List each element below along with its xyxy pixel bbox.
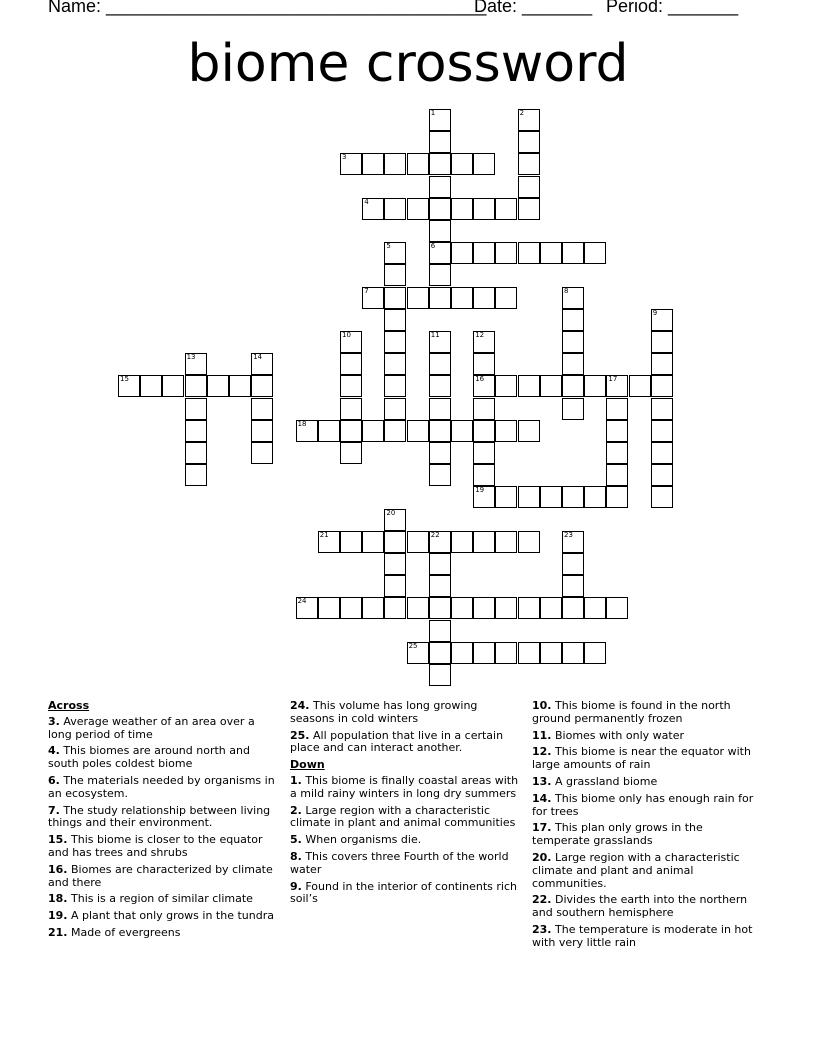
clue-item <box>48 927 278 940</box>
clue-item <box>290 851 520 877</box>
clue-text: Made of evergreens <box>67 925 181 939</box>
grid-cell[interactable] <box>584 597 606 619</box>
clue-item <box>48 805 278 831</box>
grid-cell[interactable] <box>651 309 673 331</box>
grid-cell[interactable] <box>429 287 451 309</box>
grid-cell[interactable] <box>473 198 495 220</box>
grid-cell[interactable] <box>429 353 451 375</box>
clue-number-label: 19. <box>48 909 68 923</box>
grid-cell[interactable] <box>407 153 429 175</box>
clue-number-label: 9. <box>290 879 302 893</box>
grid-cell[interactable] <box>429 331 451 353</box>
grid-cell[interactable] <box>473 153 495 175</box>
clue-number-label: 11. <box>532 728 552 742</box>
grid-cell[interactable] <box>451 531 473 553</box>
grid-cell[interactable] <box>362 597 384 619</box>
clue-number-label: 14. <box>532 791 552 805</box>
grid-cell[interactable] <box>429 575 451 597</box>
clue-section-heading: Across <box>48 699 90 712</box>
date-field: Date: _______ <box>474 0 593 16</box>
clue-text: A plant that only grows in the tundra <box>67 909 274 923</box>
grid-cell[interactable] <box>251 442 273 464</box>
grid-cell[interactable] <box>429 109 451 131</box>
grid-cell[interactable] <box>562 486 584 508</box>
clue-item <box>532 746 762 772</box>
grid-cell[interactable] <box>473 486 495 508</box>
grid-cell[interactable] <box>651 331 673 353</box>
clue-number-label: 18. <box>48 892 68 906</box>
clue-number: 14 <box>253 353 263 362</box>
grid-cell[interactable] <box>340 375 362 397</box>
grid-cell[interactable] <box>540 242 562 264</box>
grid-cell[interactable] <box>384 575 406 597</box>
grid-cell[interactable] <box>562 331 584 353</box>
grid-cell[interactable] <box>318 531 340 553</box>
grid-cell[interactable] <box>429 242 451 264</box>
grid-cell[interactable] <box>473 597 495 619</box>
clue-text: This plan only grows in the temperate grasslands <box>532 821 703 848</box>
clue-number: 8 <box>564 286 569 295</box>
grid-cell[interactable] <box>429 220 451 242</box>
grid-cell[interactable] <box>518 198 540 220</box>
clue-number: 2 <box>519 109 525 117</box>
grid-cell[interactable] <box>318 597 340 619</box>
grid-cell[interactable] <box>340 353 362 375</box>
grid-cell[interactable] <box>362 420 384 442</box>
clue-item <box>532 822 762 848</box>
clue-number-label: 17. <box>532 821 552 835</box>
clue-number-label: 4. <box>48 744 60 758</box>
clue-text: Large region with a characteristic climate in plant and animal communities <box>290 803 516 830</box>
grid-cell[interactable] <box>495 642 517 664</box>
clue-item <box>290 881 520 907</box>
grid-cell[interactable] <box>540 375 562 397</box>
grid-cell[interactable] <box>251 420 273 442</box>
grid-cell[interactable] <box>451 597 473 619</box>
grid-cell[interactable] <box>495 375 517 397</box>
clue-item <box>290 700 520 726</box>
grid-cell[interactable] <box>384 531 406 553</box>
grid-cell[interactable] <box>384 331 406 353</box>
grid-cell[interactable] <box>429 642 451 664</box>
clue-number: 19 <box>475 486 485 495</box>
grid-cell[interactable] <box>185 398 207 420</box>
clue-number: 17 <box>608 375 618 384</box>
grid-cell[interactable] <box>162 375 184 397</box>
clue-text: All population that live in a certain place and can interact another. <box>290 728 504 755</box>
grid-cell[interactable] <box>495 531 517 553</box>
grid-cell[interactable] <box>429 398 451 420</box>
clue-number: 7 <box>364 286 369 295</box>
grid-cell[interactable] <box>185 464 207 486</box>
clue-number: 15 <box>120 375 129 384</box>
clue-number-label: 20. <box>532 850 552 864</box>
grid-cell[interactable] <box>651 442 673 464</box>
grid-cell[interactable] <box>518 531 540 553</box>
grid-cell[interactable] <box>606 398 628 420</box>
clue-number: 23 <box>564 530 573 539</box>
grid-cell[interactable] <box>473 531 495 553</box>
clue-number: 3 <box>342 153 347 162</box>
clue-number-label: 3. <box>48 714 60 728</box>
grid-cell[interactable] <box>407 198 429 220</box>
grid-cell[interactable] <box>429 597 451 619</box>
grid-cell[interactable] <box>340 442 362 464</box>
clue-item <box>48 893 278 906</box>
grid-cell[interactable] <box>451 242 473 264</box>
clue-text: This biome is near the equator with large amounts of rain <box>532 745 751 772</box>
clue-text: This biomes are around north and south poles coldest biome <box>48 744 250 771</box>
grid-cell[interactable] <box>518 176 540 198</box>
grid-cell[interactable] <box>229 375 251 397</box>
clue-number-label: 12. <box>532 745 552 759</box>
grid-cell[interactable] <box>451 642 473 664</box>
grid-cell[interactable] <box>318 420 340 442</box>
grid-cell[interactable] <box>384 597 406 619</box>
grid-cell[interactable] <box>651 353 673 375</box>
grid-cell[interactable] <box>562 287 584 309</box>
clue-column-1 <box>48 700 278 944</box>
clue-number-label: 1. <box>290 773 302 787</box>
grid-cell[interactable] <box>407 597 429 619</box>
grid-cell[interactable] <box>651 420 673 442</box>
clue-number: 10 <box>342 331 351 339</box>
clue-text: Average weather of an area over a long period of time <box>48 714 255 741</box>
clue-text: The temperature is moderate in hot with very little rain <box>532 922 753 949</box>
clue-text: Divides the earth into the northern and southern hemisphere <box>532 893 748 920</box>
grid-cell[interactable] <box>473 242 495 264</box>
grid-cell[interactable] <box>429 264 451 286</box>
grid-cell[interactable] <box>407 420 429 442</box>
clue-number-label: 7. <box>48 803 60 817</box>
grid-cell[interactable] <box>384 287 406 309</box>
clue-item <box>532 700 762 726</box>
grid-cell[interactable] <box>296 420 318 442</box>
clue-section-heading: Down <box>290 758 325 772</box>
grid-cell[interactable] <box>518 109 540 131</box>
grid-cell[interactable] <box>584 642 606 664</box>
clue-column-2 <box>290 700 520 910</box>
clue-item <box>48 864 278 890</box>
clue-item <box>532 793 762 819</box>
grid-cell[interactable] <box>473 353 495 375</box>
grid-cell[interactable] <box>429 153 451 175</box>
clue-number: 4 <box>364 197 369 206</box>
grid-cell[interactable] <box>384 375 406 397</box>
grid-cell[interactable] <box>384 242 406 264</box>
grid-cell[interactable] <box>473 375 495 397</box>
grid-cell[interactable] <box>429 131 451 153</box>
grid-cell[interactable] <box>362 198 384 220</box>
grid-cell[interactable] <box>562 597 584 619</box>
grid-cell[interactable] <box>540 597 562 619</box>
grid-cell[interactable] <box>340 398 362 420</box>
grid-cell[interactable] <box>140 375 162 397</box>
grid-cell[interactable] <box>473 398 495 420</box>
grid-cell[interactable] <box>451 420 473 442</box>
grid-cell[interactable] <box>185 353 207 375</box>
grid-cell[interactable] <box>384 509 406 531</box>
clue-number-label: 24. <box>290 699 310 712</box>
grid-cell[interactable] <box>518 375 540 397</box>
grid-cell[interactable] <box>407 642 429 664</box>
grid-cell[interactable] <box>540 642 562 664</box>
clue-number: 20 <box>386 508 396 517</box>
grid-cell[interactable] <box>629 375 651 397</box>
grid-cell[interactable] <box>429 375 451 397</box>
grid-cell[interactable] <box>495 242 517 264</box>
clue-text: This biome only has enough rain for for trees <box>532 791 754 818</box>
grid-cell[interactable] <box>495 420 517 442</box>
clue-text: The study relationship between living things and their environment. <box>48 803 271 830</box>
clue-number: 18 <box>297 419 307 428</box>
grid-cell[interactable] <box>562 375 584 397</box>
clue-column-3 <box>532 700 762 954</box>
grid-cell[interactable] <box>518 642 540 664</box>
clue-text: The materials needed by organisms in an ecosystem. <box>48 773 275 800</box>
grid-cell[interactable] <box>451 153 473 175</box>
clue-number-label: 10. <box>532 699 552 712</box>
grid-cell[interactable] <box>429 620 451 642</box>
grid-cell[interactable] <box>473 464 495 486</box>
grid-cell[interactable] <box>185 420 207 442</box>
clue-item <box>290 805 520 831</box>
grid-cell[interactable] <box>384 153 406 175</box>
clue-number: 12 <box>475 331 485 339</box>
clue-text: This biome is closer to the equator and has trees and shrubs <box>48 833 263 859</box>
clue-number-label: 8. <box>290 849 302 863</box>
grid-cell[interactable] <box>473 331 495 353</box>
grid-cell[interactable] <box>473 442 495 464</box>
grid-cell[interactable] <box>606 420 628 442</box>
clue-number-label: 15. <box>48 833 68 847</box>
clue-text: Biomes with only water <box>551 728 684 742</box>
clue-number-label: 13. <box>532 774 552 788</box>
clue-text: This biome is found in the north ground permanently frozen <box>532 699 731 725</box>
grid-cell[interactable] <box>296 597 318 619</box>
grid-cell[interactable] <box>651 464 673 486</box>
name-field: Name: ______________________________________ <box>48 0 487 16</box>
clue-text: Large region with a characteristic climate and plant and animal communities. <box>532 850 740 890</box>
grid-cell[interactable] <box>606 486 628 508</box>
grid-cell[interactable] <box>518 242 540 264</box>
grid-cell[interactable] <box>340 420 362 442</box>
grid-cell[interactable] <box>651 486 673 508</box>
clue-number: 5 <box>386 242 391 251</box>
grid-cell[interactable] <box>518 486 540 508</box>
clue-item <box>532 924 762 950</box>
grid-cell[interactable] <box>651 398 673 420</box>
clue-item <box>532 776 762 789</box>
grid-cell[interactable] <box>473 420 495 442</box>
grid-cell[interactable] <box>451 287 473 309</box>
clue-number-label: 2. <box>290 803 302 817</box>
clue-number: 9 <box>652 308 658 317</box>
grid-cell[interactable] <box>562 642 584 664</box>
grid-cell[interactable] <box>384 398 406 420</box>
grid-cell[interactable] <box>562 398 584 420</box>
grid-cell[interactable] <box>340 153 362 175</box>
grid-cell[interactable] <box>429 176 451 198</box>
grid-cell[interactable] <box>606 464 628 486</box>
grid-cell[interactable] <box>584 486 606 508</box>
clue-text: This is a region of similar climate <box>67 892 253 906</box>
clue-text: When organisms die. <box>301 833 422 847</box>
grid-cell[interactable] <box>518 420 540 442</box>
clue-item <box>48 716 278 742</box>
page-title: biome crossword <box>187 34 629 94</box>
grid-cell[interactable] <box>562 553 584 575</box>
grid-cell[interactable] <box>340 331 362 353</box>
clue-text: This volume has long growing seasons in cold winters <box>290 699 478 725</box>
clue-number: 21 <box>319 530 329 539</box>
grid-cell[interactable] <box>473 642 495 664</box>
clue-number-label: 25. <box>290 728 310 742</box>
grid-cell[interactable] <box>429 664 451 686</box>
grid-cell[interactable] <box>429 420 451 442</box>
grid-cell[interactable] <box>362 153 384 175</box>
clue-item <box>532 852 762 890</box>
grid-cell[interactable] <box>340 531 362 553</box>
clue-number-label: 21. <box>48 925 68 939</box>
clue-number: 25 <box>408 641 418 650</box>
grid-cell[interactable] <box>518 131 540 153</box>
clue-number: 1 <box>430 109 436 117</box>
grid-cell[interactable] <box>540 486 562 508</box>
grid-cell[interactable] <box>251 375 273 397</box>
clue-item <box>532 730 762 743</box>
grid-cell[interactable] <box>251 398 273 420</box>
clue-item <box>290 834 520 847</box>
grid-cell[interactable] <box>518 597 540 619</box>
clue-item <box>290 730 520 756</box>
grid-cell[interactable] <box>429 464 451 486</box>
grid-cell[interactable] <box>362 531 384 553</box>
clue-number: 6 <box>430 242 436 251</box>
grid-cell[interactable] <box>495 198 517 220</box>
grid-cell[interactable] <box>495 597 517 619</box>
grid-cell[interactable] <box>495 486 517 508</box>
grid-cell[interactable] <box>407 287 429 309</box>
grid-cell[interactable] <box>362 287 384 309</box>
grid-cell[interactable] <box>495 287 517 309</box>
clue-number: 22 <box>430 530 440 539</box>
grid-cell[interactable] <box>562 531 584 553</box>
grid-cell[interactable] <box>562 575 584 597</box>
grid-cell[interactable] <box>562 242 584 264</box>
grid-cell[interactable] <box>384 553 406 575</box>
grid-cell[interactable] <box>429 531 451 553</box>
grid-cell[interactable] <box>185 442 207 464</box>
grid-cell[interactable] <box>562 309 584 331</box>
grid-cell[interactable] <box>429 442 451 464</box>
grid-cell[interactable] <box>562 353 584 375</box>
clue-number: 24 <box>297 597 307 606</box>
clue-item <box>48 910 278 923</box>
grid-cell[interactable] <box>584 375 606 397</box>
clue-text: Biomes are characterized by climate and there <box>48 862 273 889</box>
clue-number-label: 23. <box>532 922 552 936</box>
clue-item <box>532 894 762 920</box>
grid-cell[interactable] <box>340 597 362 619</box>
grid-cell[interactable] <box>606 375 628 397</box>
grid-cell[interactable] <box>606 442 628 464</box>
grid-cell[interactable] <box>185 375 207 397</box>
grid-cell[interactable] <box>384 420 406 442</box>
clue-text: This biome is finally coastal areas with a mild rainy winters in long dry summers <box>290 773 519 800</box>
grid-cell[interactable] <box>118 375 140 397</box>
clue-text: This covers three Fourth of the world water <box>290 849 509 876</box>
grid-cell[interactable] <box>606 597 628 619</box>
clue-number-label: 6. <box>48 773 60 787</box>
period-field: Period: _______ <box>606 0 739 16</box>
grid-cell[interactable] <box>429 198 451 220</box>
clue-text: Found in the interior of continents rich soil’s <box>290 879 518 906</box>
clue-item <box>48 834 278 860</box>
clue-number-label: 22. <box>532 893 552 907</box>
clue-number-label: 5. <box>290 833 302 847</box>
grid-cell[interactable] <box>384 198 406 220</box>
clue-number: 11 <box>430 331 440 339</box>
clue-number: 13 <box>186 353 196 362</box>
grid-cell[interactable] <box>384 309 406 331</box>
grid-cell[interactable] <box>207 375 229 397</box>
clue-item <box>290 775 520 801</box>
grid-cell[interactable] <box>473 287 495 309</box>
clue-item <box>48 745 278 771</box>
clue-item <box>48 775 278 801</box>
grid-cell[interactable] <box>451 198 473 220</box>
grid-cell[interactable] <box>251 353 273 375</box>
grid-cell[interactable] <box>384 353 406 375</box>
clue-number-label: 16. <box>48 862 68 876</box>
clue-number: 16 <box>475 375 485 384</box>
grid-cell[interactable] <box>651 375 673 397</box>
grid-cell[interactable] <box>407 531 429 553</box>
grid-cell[interactable] <box>584 242 606 264</box>
grid-cell[interactable] <box>518 153 540 175</box>
clue-text: A grassland biome <box>551 774 658 788</box>
grid-cell[interactable] <box>384 264 406 286</box>
grid-cell[interactable] <box>429 553 451 575</box>
